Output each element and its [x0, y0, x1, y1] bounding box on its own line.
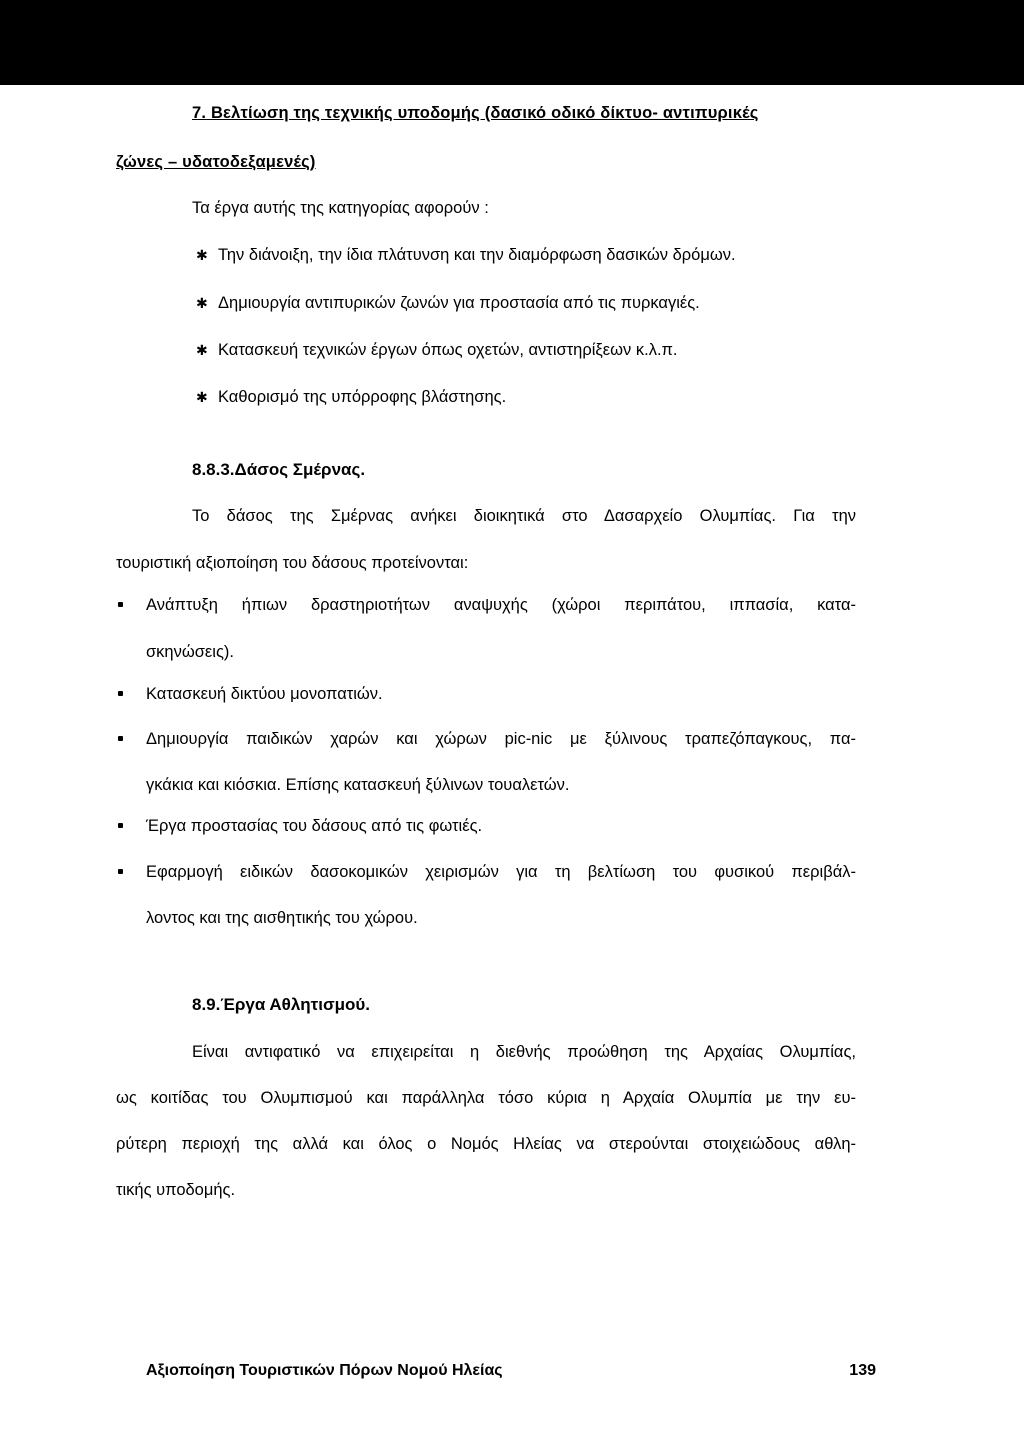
page-number: 139	[849, 1362, 876, 1379]
square-bullet-icon	[118, 691, 123, 696]
asterisk-bullet-icon: ✱	[196, 389, 208, 405]
section-89-title: 8.9.Έργα Αθλητισμού.	[192, 995, 371, 1014]
asterisk-bullet-icon: ✱	[196, 295, 208, 311]
square-bullet-icon	[118, 602, 123, 607]
section-89-paragraph-line-3: ρύτερη περιοχή της αλλά και όλος ο Νομός Ηλείας να στερούνται στοιχειώδους αθλη-	[116, 1135, 856, 1153]
section-883-bullet-4-line-1: Έργα προστασίας του δάσους από τις φωτιές.	[146, 817, 483, 835]
section-89-paragraph-line-2: ως κοιτίδας του Ολυμπισμού και παράλληλα τόσο κύρια η Αρχαία Ολυμπία με την ευ-	[116, 1089, 856, 1107]
section-883-bullet-1-line-1: Ανάπτυξη ήπιων δραστηριοτήτων αναψυχής (χώροι περιπάτου, ιππασία, κατα-	[146, 596, 856, 614]
footer-title: Αξιοποίηση Τουριστικών Πόρων Νομού Ηλείας	[146, 1362, 503, 1379]
document-page	[0, 85, 1024, 1445]
section-7-bullet-1: Την διάνοιξη, την ίδια πλάτυνση και την διαμόρφωση δασικών δρόμων.	[218, 246, 736, 264]
section-883-bullet-5-line-2: λοντος και της αισθητικής του χώρου.	[146, 909, 418, 927]
section-7-bullet-2: Δημιουργία αντιπυρικών ζωνών για προστασία από τις πυρκαγιές.	[218, 294, 700, 312]
section-883-paragraph-line-1: Το δάσος της Σμέρνας ανήκει διοικητικά στο Δασαρχείο Ολυμπίας. Για την	[192, 507, 856, 525]
asterisk-bullet-icon: ✱	[196, 342, 208, 358]
section-883-bullet-3-line-1: Δημιουργία παιδικών χαρών και χώρων pic-nic με ξύλινους τραπεζόπαγκους, πα-	[146, 730, 856, 748]
section-7-bullet-3: Κατασκευή τεχνικών έργων όπως οχετών, αντιστηρίξεων κ.λ.π.	[218, 341, 678, 359]
section-89-paragraph-line-4: τικής υποδομής.	[116, 1181, 236, 1199]
section-7-bullet-4: Καθορισμό της υπόρροφης βλάστησης.	[218, 388, 507, 406]
section-89-paragraph-line-1: Είναι αντιφατικό να επιχειρείται η διεθνής προώθηση της Αρχαίας Ολυμπίας,	[192, 1043, 856, 1061]
asterisk-bullet-icon: ✱	[196, 247, 208, 263]
section-883-bullet-5-line-1: Εφαρμογή ειδικών δασοκομικών χειρισμών για τη βελτίωση του φυσικού περιβάλ-	[146, 863, 856, 881]
section-7-intro: Τα έργα αυτής της κατηγορίας αφορούν :	[192, 199, 489, 217]
square-bullet-icon	[118, 869, 123, 874]
square-bullet-icon	[118, 823, 123, 828]
section-7-heading-line-2: ζώνες – υδατοδεξαμενές)	[116, 153, 316, 171]
section-7-heading-line-1: 7. Βελτίωση της τεχνικής υποδομής (δασικό οδικό δίκτυο- αντιπυρικές	[192, 104, 759, 122]
section-883-bullet-2-line-1: Κατασκευή δικτύου μονοπατιών.	[146, 685, 383, 703]
section-883-title: 8.8.3.Δάσος Σμέρνας.	[192, 460, 366, 479]
section-883-bullet-3-line-2: γκάκια και κιόσκια. Επίσης κατασκευή ξύλινων τουαλετών.	[146, 776, 570, 794]
section-883-paragraph-line-2: τουριστική αξιοποίηση του δάσους προτείνονται:	[116, 554, 469, 572]
section-883-bullet-1-line-2: σκηνώσεις).	[146, 643, 234, 661]
square-bullet-icon	[118, 736, 123, 741]
